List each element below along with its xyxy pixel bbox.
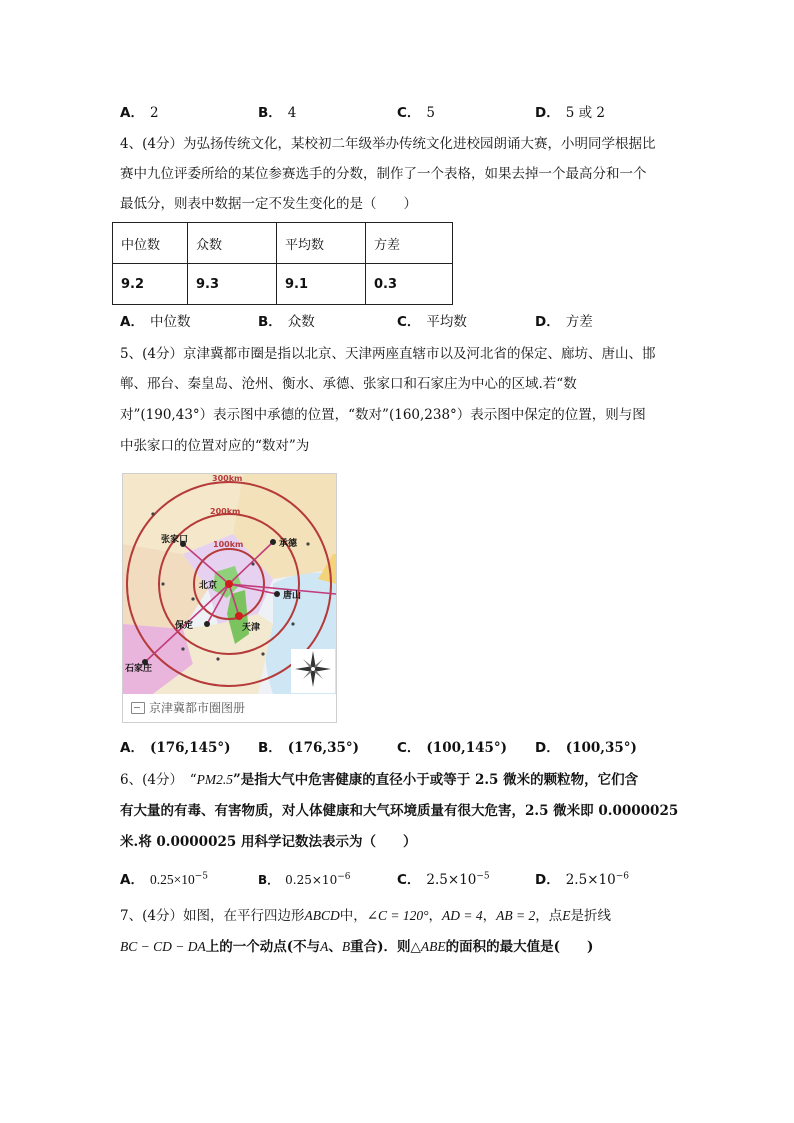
- ring-label-300km: 300km: [212, 474, 243, 483]
- city-label-tianjin: 天津: [242, 623, 261, 633]
- q3-options: [120, 103, 680, 123]
- jingjinji-map-figure: [122, 473, 337, 723]
- pm25-term: PM: [196, 772, 217, 787]
- q5-option-c[interactable]: C． (100,145°): [397, 740, 508, 756]
- city-label-chengde: 承德: [279, 539, 298, 549]
- city-label-tangshan: 唐山: [283, 591, 302, 601]
- value-median: 9.2: [113, 264, 188, 305]
- q6-option-a[interactable]: A． $0.25\times 10^{-5}$: [120, 871, 208, 888]
- q4-options: [120, 312, 680, 332]
- q5-text-line-1: 5、(4分）京津冀都市圈是指以北京、天津两座直辖市以及河北省的保定、廊坊、唐山、邯: [120, 346, 656, 362]
- q4-text-line-3: 最低分，则表中数据一定不发生变化的是（ ）: [120, 196, 417, 212]
- q6-options: [120, 870, 680, 890]
- header-mean: 平均数: [277, 223, 366, 264]
- map-graphic: [123, 474, 336, 694]
- q4-text-line-1: 4、(4分）为弘扬传统文化，某校初二年级举办传统文化进校园朗诵大赛，小明同学根据比: [120, 136, 656, 152]
- q6-text-line-2: 有大量的有毒、有害物质，对人体健康和大气环境质量有很大危害，2.5 微米即 0.0000025: [120, 803, 679, 819]
- q5-text-line-4: 中张家口的位置对应的“数对”为: [120, 438, 310, 454]
- q7-text-line-2: BC − CD − DA上的一个动点(不与A、B重合)．则△ABE的面积的最大值是( ): [120, 939, 594, 955]
- q6-text-line-3: 米.将 0.0000025 用科学记数法表示为（ ）: [120, 834, 417, 850]
- table-values-row: [113, 264, 453, 305]
- q5-option-b[interactable]: B． (176,35°): [258, 740, 359, 756]
- city-label-zhangjiakou: 张家口: [161, 535, 189, 545]
- q4-option-a[interactable]: A． 中位数: [120, 314, 191, 330]
- city-label-shijiazhuang: 石家庄: [125, 664, 153, 674]
- q4-text-line-2: 赛中九位评委所给的某位参赛选手的分数，制作了一个表格，如果去掉一个最高分和一个: [120, 166, 647, 182]
- q5-options: [120, 738, 680, 758]
- value-mode: 9.3: [188, 264, 277, 305]
- q4-option-d[interactable]: D． 方差: [535, 314, 593, 330]
- q7-text-line-1: 7、(4分）如图，在平行四边形ABCD中，∠C = 120°，AD = 4，AB = 2，点E是折线: [120, 908, 611, 924]
- q6-option-c[interactable]: C． $2.5\times 10^{-5}$: [397, 871, 490, 888]
- q4-score-table: [112, 222, 453, 305]
- table-header-row: [113, 223, 453, 264]
- header-variance: 方差: [366, 223, 453, 264]
- ring-label-100km: 100km: [213, 540, 244, 549]
- value-mean: 9.1: [277, 264, 366, 305]
- q3-option-c[interactable]: C． 5: [397, 105, 436, 121]
- q3-option-b[interactable]: B． 4: [258, 105, 297, 121]
- q5-text-line-3: 对”(190,43°）表示图中承德的位置，“数对”(160,238°）表示图中保定的位置，则与图: [120, 407, 646, 423]
- image-gallery-icon: [131, 702, 145, 714]
- header-mode: 众数: [188, 223, 277, 264]
- ring-label-200km: 200km: [210, 507, 241, 516]
- q5-option-d[interactable]: D． (100,35°): [535, 740, 637, 756]
- header-median: 中位数: [113, 223, 188, 264]
- compass-rose-icon: [291, 649, 335, 693]
- q3-option-a[interactable]: A． 2: [120, 105, 159, 121]
- q5-text-line-2: 郸、邢台、秦皇岛、沧州、衡水、承德、张家口和石家庄为中心的区域.若“数: [120, 376, 577, 392]
- q6-text-line-1: 6、(4分） “PM2.5”是指大气中危害健康的直径小于或等于 2.5 微米的颗粒物，它们含: [120, 772, 639, 788]
- q4-option-b[interactable]: B． 众数: [258, 314, 315, 330]
- q4-option-c[interactable]: C． 平均数: [397, 314, 467, 330]
- map-caption: 京津冀都市圈图册: [149, 701, 246, 715]
- q6-option-d[interactable]: D． $2.5\times 10^{-6}$: [535, 871, 629, 888]
- q3-option-d[interactable]: D． 5 或 2: [535, 105, 605, 121]
- city-label-baoding: 保定: [175, 621, 194, 631]
- value-variance: 0.3: [366, 264, 453, 305]
- q6-option-b[interactable]: B． $0.25\times 10^{-6}$: [258, 872, 351, 887]
- map-caption-bar: [123, 694, 336, 722]
- city-label-beijing: 北京: [199, 581, 218, 591]
- q5-option-a[interactable]: A． (176,145°): [120, 740, 231, 756]
